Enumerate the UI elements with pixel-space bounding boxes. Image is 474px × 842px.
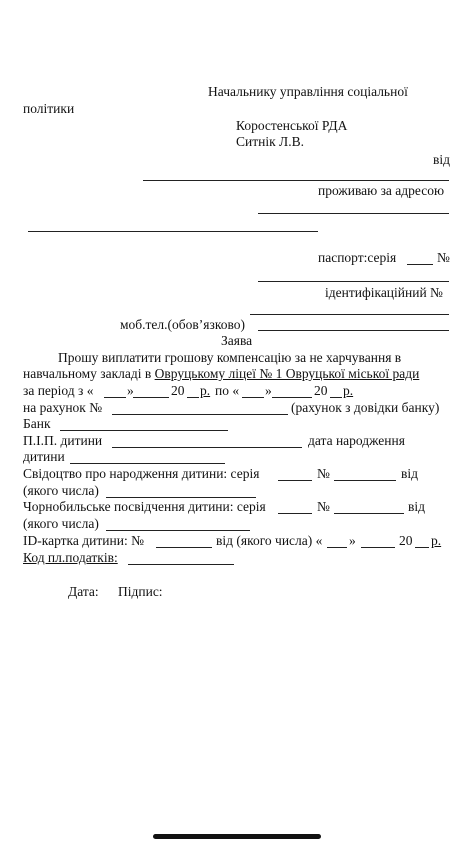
birth-cert-date-line (106, 497, 256, 498)
birth-date-label: дата народження (308, 433, 405, 448)
period-to-quote-close: » (265, 383, 272, 398)
id-card-quote-close: » (349, 533, 356, 548)
period-from-day-line (104, 397, 126, 398)
id-card-label: ID-картка дитини: № (23, 533, 144, 548)
bank-line (60, 430, 228, 431)
document-title: Заява (221, 333, 253, 348)
passport-number-line (258, 281, 449, 282)
child-name-line (112, 447, 302, 448)
birth-cert-number-sign: № (317, 466, 330, 481)
id-code-line (250, 314, 449, 315)
account-label: на рахунок № (23, 400, 103, 415)
addressee-line-3: Коростенської РДА (236, 118, 348, 133)
phone-line (258, 330, 449, 331)
chernobyl-from-word: від (408, 499, 425, 514)
from-label: від (433, 152, 450, 167)
address-line-2 (28, 231, 318, 232)
chernobyl-number-line (334, 513, 404, 514)
passport-label: паспорт:серія (318, 250, 397, 265)
tax-code-line (128, 564, 234, 565)
signature-label: Підпис: (118, 584, 163, 599)
name-line (143, 180, 449, 181)
id-card-year-prefix: 20 (399, 533, 413, 548)
birth-date-line (70, 463, 225, 464)
period-prefix: за період з « (23, 383, 94, 398)
home-indicator[interactable] (153, 834, 321, 839)
period-to-prefix: по « (215, 383, 240, 398)
id-card-month-line (361, 547, 395, 548)
period-from-year-line (187, 397, 199, 398)
chernobyl-which-date-label: (якого числа) (23, 516, 99, 531)
period-to-year-suffix: р. (343, 383, 354, 398)
period-from-year-prefix: 20 (171, 383, 185, 398)
period-from-month-line (133, 397, 169, 398)
birth-cert-number-line (334, 480, 396, 481)
bank-label: Банк (23, 416, 51, 431)
addressee-line-4: Ситнік Л.В. (236, 134, 304, 149)
school-name: Овруцькому ліцеї № 1 Овруцької міської ради (154, 366, 420, 381)
period-to-year-line (330, 397, 342, 398)
chernobyl-date-line (106, 530, 250, 531)
request-line-1: Прошу виплатити грошову компенсацію за не харчування в (58, 350, 402, 365)
birth-cert-series-line (278, 480, 312, 481)
passport-series-line (407, 264, 433, 265)
birth-cert-label: Свідоцтво про народження дитини: серія (23, 466, 260, 481)
birth-cert-which-date-label: (якого числа) (23, 483, 99, 498)
id-card-number-line (156, 547, 212, 548)
account-note: (рахунок з довідки банку) (291, 400, 440, 415)
id-card-year-suffix: р. (431, 533, 442, 548)
passport-number-sign: № (437, 250, 450, 265)
birth-cert-from-word: від (401, 466, 418, 481)
chernobyl-label: Чорнобильське посвідчення дитини: серія (23, 499, 266, 514)
chernobyl-series-line (278, 513, 312, 514)
date-label: Дата: (68, 584, 99, 599)
id-code-label: ідентифікаційний № (325, 285, 443, 300)
period-from-quote-close: » (127, 383, 134, 398)
period-from-year-suffix: р. (200, 383, 211, 398)
address-line-1 (258, 213, 449, 214)
phone-label: моб.тел.(обов’язково) (120, 317, 245, 332)
chernobyl-number-sign: № (317, 499, 330, 514)
id-card-year-line (415, 547, 429, 548)
period-to-month-line (272, 397, 312, 398)
account-line (112, 414, 288, 415)
id-card-day-line (327, 547, 347, 548)
request-line-2 (23, 366, 419, 382)
request-line-2-prefix: навчальному закладі в (23, 366, 152, 381)
child-name-label: П.І.П. дитини (23, 433, 103, 448)
period-to-year-prefix: 20 (314, 383, 328, 398)
residence-label: проживаю за адресою (318, 183, 445, 198)
addressee-line-2: політики (23, 101, 75, 116)
addressee-line-1: Начальнику управління соціальної (208, 84, 408, 99)
child-label: дитини (23, 449, 65, 464)
tax-code-label: Код пл.податків: (23, 550, 118, 565)
id-card-from-label: від (якого числа) « (216, 533, 323, 548)
period-to-day-line (242, 397, 264, 398)
